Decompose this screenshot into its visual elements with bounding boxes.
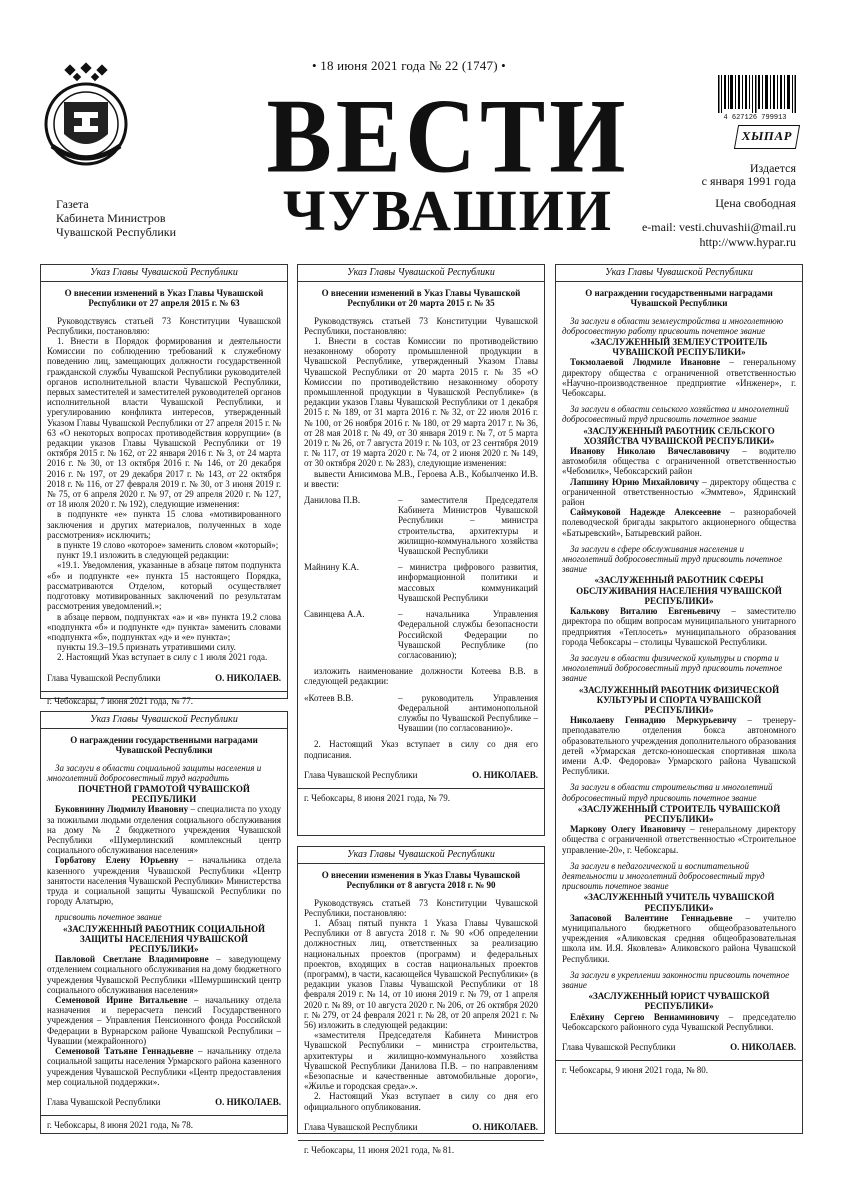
award-intro: За заслуги в укреплении законности присвоить почетное звание xyxy=(562,969,790,990)
decree-footer: г. Чебоксары, 7 июня 2021 года, № 77. xyxy=(41,691,287,706)
awardee-name: Николаеву Геннадию Меркурьевичу xyxy=(570,715,737,726)
award-name: «ЗАСЛУЖЕННЫЙ УЧИТЕЛЬ ЧУВАШСКОЙ РЕСПУБЛИКИ» xyxy=(583,892,775,913)
decree-79-box xyxy=(297,264,545,836)
awardee-position: – председателю Чебоксарского районного суда Чувашской Республики. xyxy=(562,1011,796,1032)
member-name: Данилова П.В. xyxy=(304,495,361,506)
awardee-position: – учителю муниципального бюджетного общеобразовательного учреждения «Аликовская средняя общеобразовательная школа им. И.Я. Яковлева» Аликовского района Чувашской Республики. xyxy=(562,912,796,964)
masthead-title-vesti: ВЕСТИ xyxy=(266,78,630,196)
paragraph: 2. Настоящий Указ вступает в силу со дня его подписания. xyxy=(304,739,538,760)
decree-title: О внесении изменений в Указ Главы Чувашской Республики от 27 апреля 2015 г. № 63 xyxy=(64,288,264,309)
decree-title: О внесении изменения в Указ Главы Чувашской Республики от 8 августа 2018 г. № 90 xyxy=(321,870,521,891)
awardee-position: – специалиста по уходу за пожилыми людьми отделения социального обслуживания на дому № 2 бюджетного учреждения Чувашской Республики «Шумерлинский комплексный центр социального обслуживания населения» xyxy=(47,804,281,856)
since-line: Издается xyxy=(749,161,796,175)
publisher-line: Кабинета Министров xyxy=(56,211,166,225)
awardee xyxy=(562,606,796,647)
award-intro: За заслуги в области землеустройства и многолетнюю добросовестную работу присвоить почетное звание xyxy=(562,315,784,336)
coat-of-arms-emblem xyxy=(38,62,134,172)
decree-footer: г. Чебоксары, 8 июня 2021 года, № 78. xyxy=(41,1115,287,1130)
member-name: «Котеев В.В. xyxy=(304,692,354,703)
awardee xyxy=(562,913,796,964)
awardee-name: Павловой Светлане Владимировне xyxy=(55,954,209,965)
paragraph: «заместителя Председателя Кабинета Министров Чувашской Республики – министра строительства, архитектуры и жилищно-коммунального хозяйства Чувашской Республики Данилова П.В. – по направлениям «Безопасные и качественные автомобильные дороги», «Жилье и городская среда».». xyxy=(304,1030,538,1092)
signature-title: Глава Чувашской Республики xyxy=(304,1121,418,1132)
member-role: – министра цифрового развития, информационной политики и массовых коммуникаций Чувашской Республики xyxy=(398,562,538,603)
awardee-position: – директору общества с ограниченной ответственностью «Эммтево», Ядринский район xyxy=(562,476,797,508)
awardee xyxy=(562,507,796,538)
paragraph: в пункте 19 слово «которое» заменить словом «который»; xyxy=(57,540,279,551)
commission-member xyxy=(304,693,538,734)
awardee-position: – тренеру-преподавателю отделения бокса автономного образовательного учреждения дополнительного образования детей «Урмарская детско-юношеская спортивная школа имени А.Ф. Федорова» Урмарского района Чувашской Республики. xyxy=(562,715,796,777)
barcode-number: 4 627126 799913 xyxy=(723,114,787,122)
awardee-name: Токмолаевой Людмиле Ивановне xyxy=(570,357,721,368)
commission-member xyxy=(304,609,538,660)
decree-81-box xyxy=(297,846,545,1156)
rubric: Указ Главы Чувашской Республики xyxy=(556,266,802,282)
member-role: – заместителя Председателя Кабинета Министров Чувашской Республики – министра строительства, архитектуры и жилищно-коммунального хозяйства Чувашской Республики xyxy=(398,495,538,557)
signature-line xyxy=(47,1097,281,1107)
awardee-name: Маркову Олегу Ивановичу xyxy=(570,824,686,835)
signature-title: Глава Чувашской Республики xyxy=(47,1096,161,1107)
signature-name: О. НИКОЛАЕВ. xyxy=(730,1042,796,1053)
masthead-title-chuvashii: ЧУВАШИИ xyxy=(283,178,613,243)
awardee-position: – начальнику отдела социальной защиты населения Урмарского района казенного учреждения Чувашской Республики «Центр предоставления мер социальной поддержки». xyxy=(47,1046,281,1087)
awardee xyxy=(562,824,796,855)
signature-name: О. НИКОЛАЕВ. xyxy=(472,1121,538,1132)
awardee-name: Саймуковой Надежде Алексеевне xyxy=(570,507,721,518)
award-name: ПОЧЕТНОЙ ГРАМОТОЙ ЧУВАШСКОЙ РЕСПУБЛИКИ xyxy=(78,784,250,805)
award-blocks xyxy=(562,316,796,1032)
signature-title: Глава Чувашской Республики xyxy=(562,1042,676,1053)
award-name: «ЗАСЛУЖЕННЫЙ РАБОТНИК СОЦИАЛЬНОЙ ЗАЩИТЫ НАСЕЛЕНИЯ ЧУВАШСКОЙ РЕСПУБЛИКИ» xyxy=(62,923,266,955)
awardee-position: – начальника отдела казенного учреждения Чувашской Республики «Центр занятости населения Чувашской Республики» Министерства труда и социальной защиты Чувашской Республики по городу Алатырю, xyxy=(47,855,281,907)
awardee-name: Буковнинну Людмилу Ивановну xyxy=(55,804,189,815)
paragraph: пункт 19.1 изложить в следующей редакции: xyxy=(57,550,229,561)
awardee xyxy=(47,804,281,855)
rubric: Указ Главы Чувашской Республики xyxy=(298,266,544,282)
rubric: Указ Главы Чувашской Республики xyxy=(41,713,287,729)
signature-line xyxy=(304,1122,538,1132)
awardee-position: – заведующему отделением социального обслуживания на дому бюджетного учреждения Чувашской Республики «Шемуршинский центр социального обслуживания населения» xyxy=(47,954,281,995)
awardee-name: Семеновой Татьяне Геннадьевне xyxy=(55,1046,194,1057)
award-intro: присвоить почетное звание xyxy=(55,912,162,923)
awardee-position: – генеральному директору общества с ограниченной ответственностью «Строительное управление-20», г. Чебоксары. xyxy=(562,824,796,855)
awardee-position: – генеральному директору общества с ограниченной ответственностью «Научно-производственное предприятие «Инженер», г. Чебоксары. xyxy=(562,357,796,399)
decree-title: О награждении государственными наградами Чувашской Республики xyxy=(70,735,258,756)
since-line: с января 1991 года xyxy=(701,174,796,188)
award-name: «ЗАСЛУЖЕННЫЙ РАБОТНИК СФЕРЫ ОБСЛУЖИВАНИЯ НАСЕЛЕНИЯ ЧУВАШСКОЙ РЕСПУБЛИКИ» xyxy=(576,575,782,606)
member-name: Савинцева А.А. xyxy=(304,609,365,620)
website-link[interactable]: http://www.hypar.ru xyxy=(699,235,796,249)
since-note xyxy=(702,162,796,188)
paragraph: в абзаце первом, подпунктах «а» и «в» пункта 19.2 слова «подпункта «б» и подпункте «д» пункта» заменить словами «подпункта «б», подпунктах «д» и «е» пункта»; xyxy=(47,611,281,642)
publisher-block xyxy=(56,197,176,239)
awardee-name: Елёхину Сергею Вениаминовичу xyxy=(570,1011,720,1022)
hypar-logo: ХЫПАР xyxy=(734,125,800,149)
award-name: «ЗАСЛУЖЕННЫЙ РАБОТНИК ФИЗИЧЕСКОЙ КУЛЬТУРЫ И СПОРТА ЧУВАШСКОЙ РЕСПУБЛИКИ» xyxy=(578,684,780,715)
paragraph: пункты 19.3–19.5 признать утратившими силу. xyxy=(57,642,236,653)
paragraph: изложить наименование должности Котеева В.В. в следующей редакции: xyxy=(304,666,538,687)
paragraph: «19.1. Уведомления, указанные в абзаце пятом подпункта «б» и подпункте «е» пункта 15 настоящего Порядка, рассматриваются Отделом, который осуществляет подготовку мотивированных заключений по результатам рассмотрения уведомлений.»; xyxy=(47,560,281,612)
paragraph: в подпункте «е» пункта 15 слова «мотивированного заключения и других материалов, полученных в ходе рассмотрения» исключить; xyxy=(47,509,281,540)
email-link[interactable]: e-mail: vesti.chuvashii@mail.ru xyxy=(641,220,796,234)
signature-line xyxy=(304,770,538,780)
publisher-line: Газета xyxy=(56,197,89,211)
decree-footer: г. Чебоксары, 9 июня 2021 года, № 80. xyxy=(556,1060,802,1075)
paragraph: вывести Анисимова М.В., Героева А.В., Кобылченко И.В. и ввести: xyxy=(304,468,538,489)
awardee-position: – заместителю директора по общим вопросам муниципального унитарного предприятия «Теплосеть» муниципального образования города Чебоксары – столицы Чувашской Республики. xyxy=(562,606,796,647)
decree-77-box xyxy=(40,264,288,706)
barcode-icon xyxy=(718,75,796,113)
award-intro: За заслуги в педагогической и воспитательной деятельности и многолетний добросовестный труд присвоить почетное звание xyxy=(562,860,765,892)
member-role: – руководитель Управления Федеральной антимонопольной службы по Чувашской Республике – Чувашии (по согласованию)». xyxy=(398,692,538,734)
awardee-position: – разнорабочей полеводческой бригады закрытого акционерного общества «Батыревский», Батыревский район. xyxy=(562,507,797,538)
award-name: «ЗАСЛУЖЕННЫЙ СТРОИТЕЛЬ ЧУВАШСКОЙ РЕСПУБЛИКИ» xyxy=(577,803,781,824)
awardee xyxy=(562,1012,796,1032)
decree-80-box xyxy=(555,264,803,1134)
awardee xyxy=(562,446,796,477)
awardee-name: Запасовой Валентине Геннадьевне xyxy=(570,912,733,923)
commission-member xyxy=(304,562,538,603)
rubric: Указ Главы Чувашской Республики xyxy=(41,266,287,282)
awardee-position: – начальнику отдела назначения и перерасчета пенсий Государственного учреждения – Управления Пенсионного фонда Российской Федерации в Вурнарском районе Чувашской Республики – Чувашии (межрайонного) xyxy=(47,995,281,1046)
awardee xyxy=(47,1046,281,1087)
publisher-line: Чувашской Республики xyxy=(56,225,177,239)
member-name: Майнину К.А. xyxy=(304,562,360,573)
paragraph: 1. Внести в состав Комиссии по противодействию незаконному обороту промышленной продукции в Чувашской Республике, утвержденный Указом Главы Чувашской Республики от 20 марта 2015 г. № 35 «О Комиссии по противодействию незаконному обороту промышленной продукции в Чувашской Республике» (в редакции указов Главы Чувашской Республики от 1 декабря 2015 г. № 189, от 31 марта 2016 г. № 32, от 22 июля 2016 г. № 100, от 26 ноября 2016 г. № 180, от 29 марта 2017 г. № 36, от 28 мая 2018 г. № 49, от 30 января 2019 г. № 7, от 5 марта 2019 г. № 26, от 7 августа 2019 г. № 103, от 23 сентября 2019 г. № 117, от 19 марта 2020 г. № 74, от 2 июня 2020 г. № 149, от 30 октября 2020 г. № 283), следующие изменения: xyxy=(304,336,538,469)
award-intro: За заслуги в области строительства и многолетний добросовестный труд присвоить почетное звание xyxy=(562,782,773,803)
signature-name: О. НИКОЛАЕВ. xyxy=(215,672,281,683)
decree-title: О внесении изменений в Указ Главы Чувашской Республики от 20 марта 2015 г. № 35 xyxy=(321,288,521,309)
member-role: – начальника Управления Федеральной службы безопасности Российской Федерации по Чувашской Республике (по согласованию); xyxy=(398,609,538,660)
paragraph: 1. Абзац пятый пункта 1 Указа Главы Чувашской Республики от 8 августа 2018 г. № 90 «Об определении должностных лиц, ответственных за реализацию национальных проектов (программ) и федеральных проектов, входящих в состав национальных проектов (программ), в части, касающейся Чувашской Республики» (в редакции указов Главы Чувашской Республики от 18 февраля 2019 г. № 14, от 10 июня 2019 г. № 79, от 1 апреля 2020 г. № 89, от 10 августа 2020 г. № 206, от 26 октября 2020 г. № 279, от 24 февраля 2021 г. № 28, от 20 апреля 2021 г. № 56) изложить в следующей редакции: xyxy=(304,918,538,1031)
awardee-name: Иванову Николаю Вячеславовичу xyxy=(570,446,730,457)
signature-name: О. НИКОЛАЕВ. xyxy=(472,769,538,780)
award-name: «ЗАСЛУЖЕННЫЙ ЮРИСТ ЧУВАШСКОЙ РЕСПУБЛИКИ» xyxy=(588,991,770,1012)
signature-title: Глава Чувашской Республики xyxy=(47,672,161,683)
signature-title: Глава Чувашской Республики xyxy=(304,769,418,780)
awardee xyxy=(562,357,796,398)
contact-block xyxy=(642,220,796,250)
awardee-name: Калькову Виталию Евгеньевичу xyxy=(570,606,721,617)
awardee xyxy=(562,477,796,508)
decree-footer: г. Чебоксары, 11 июня 2021 года, № 81. xyxy=(298,1140,544,1155)
signature-line xyxy=(562,1042,796,1052)
award-name: «ЗАСЛУЖЕННЫЙ ЗЕМЛЕУСТРОИТЕЛЬ ЧУВАШСКОЙ РЕСПУБЛИКИ» xyxy=(590,337,768,358)
commission-member xyxy=(304,495,538,556)
awardee xyxy=(47,855,281,906)
awardee-name: Горбатову Елену Юрьевну xyxy=(55,855,179,866)
paragraph: 1. Внести в Порядок формирования и деятельности Комиссии по соблюдению требований к служебному поведению лиц, замещающих должности государственной гражданской службы Чувашской Республики руководителей органов исполнительной власти Чувашской Республики, первых заместителей и заместителей руководителей органов исполнительной власти Чувашской Республики, и урегулированию конфликта интересов, утвержденный Указом Главы Чувашской Республики от 27 апреля 2015 г. № 63 «О некоторых вопросах противодействия коррупции» (в редакции указов Главы Чувашской Республики от 19 октября 2015 г. № 162, от 22 января 2016 г. № 3, от 24 марта 2016 г. № 30, от 13 октября 2016 г. № 146, от 20 декабря 2016 г. № 197, от 29 декабря 2017 г. № 143, от 22 октября 2018 г. № 116, от 27 февраля 2019 г. № 30, от 3 июня 2019 г. № 75, от 6 апреля 2020 г. № 97, от 29 апреля 2020 г. № 127, от 18 июля 2020 г. № 192), следующие изменения: xyxy=(47,336,281,510)
signature-line xyxy=(47,673,281,683)
paragraph: Руководствуясь статьей 73 Конституции Чувашской Республики, постановляю: xyxy=(47,315,281,336)
award-intro: За заслуги в области сельского хозяйства и многолетний добросовестный труд присвоить почетное звание xyxy=(562,404,789,425)
paragraph: Руководствуясь статьей 73 Конституции Чувашской Республики, постановляю: xyxy=(304,897,538,918)
awardee xyxy=(47,954,281,995)
awardee xyxy=(562,715,796,776)
decree-78-box xyxy=(40,711,288,1134)
award-intro: За заслуги в области физической культуры и спорта и многолетний добросовестный труд присвоить почетное звание xyxy=(562,652,783,684)
awardee-position: – водителю автомобиля общества с ограниченной ответственностью «Чебомилк», Чебоксарский район xyxy=(562,446,797,477)
awardee-name: Семеновой Ирине Витальевне xyxy=(55,995,188,1006)
award-intro: За заслуги в сфере обслуживания населения и многолетний добросовестный труд присвоить почетное звание xyxy=(562,543,783,575)
signature-name: О. НИКОЛАЕВ. xyxy=(215,1096,281,1107)
awardee-name: Лапшину Юрию Михайловичу xyxy=(570,476,700,487)
award-name: «ЗАСЛУЖЕННЫЙ РАБОТНИК СЕЛЬСКОГО ХОЗЯЙСТВА ЧУВАШСКОЙ РЕСПУБЛИКИ» xyxy=(583,425,775,446)
rubric: Указ Главы Чувашской Республики xyxy=(298,848,544,864)
paragraph: 2. Настоящий Указ вступает в силу со дня его официального опубликования. xyxy=(304,1091,538,1112)
paragraph: Руководствуясь статьей 73 Конституции Чувашской Республики, постановляю: xyxy=(304,315,538,336)
paragraph: 2. Настоящий Указ вступает в силу с 1 июля 2021 года. xyxy=(57,652,268,663)
price-note: Цена свободная xyxy=(715,196,796,210)
award-intro: За заслуги в области социальной защиты населения и многолетний добросовестный труд наградить xyxy=(47,762,262,783)
issue-date-line: • 18 июня 2021 года № 22 (1747) • xyxy=(312,58,506,73)
awardee xyxy=(47,995,281,1046)
decree-title: О награждении государственными наградами Чувашской Республики xyxy=(585,288,773,309)
decree-footer: г. Чебоксары, 8 июня 2021 года, № 79. xyxy=(298,788,544,803)
